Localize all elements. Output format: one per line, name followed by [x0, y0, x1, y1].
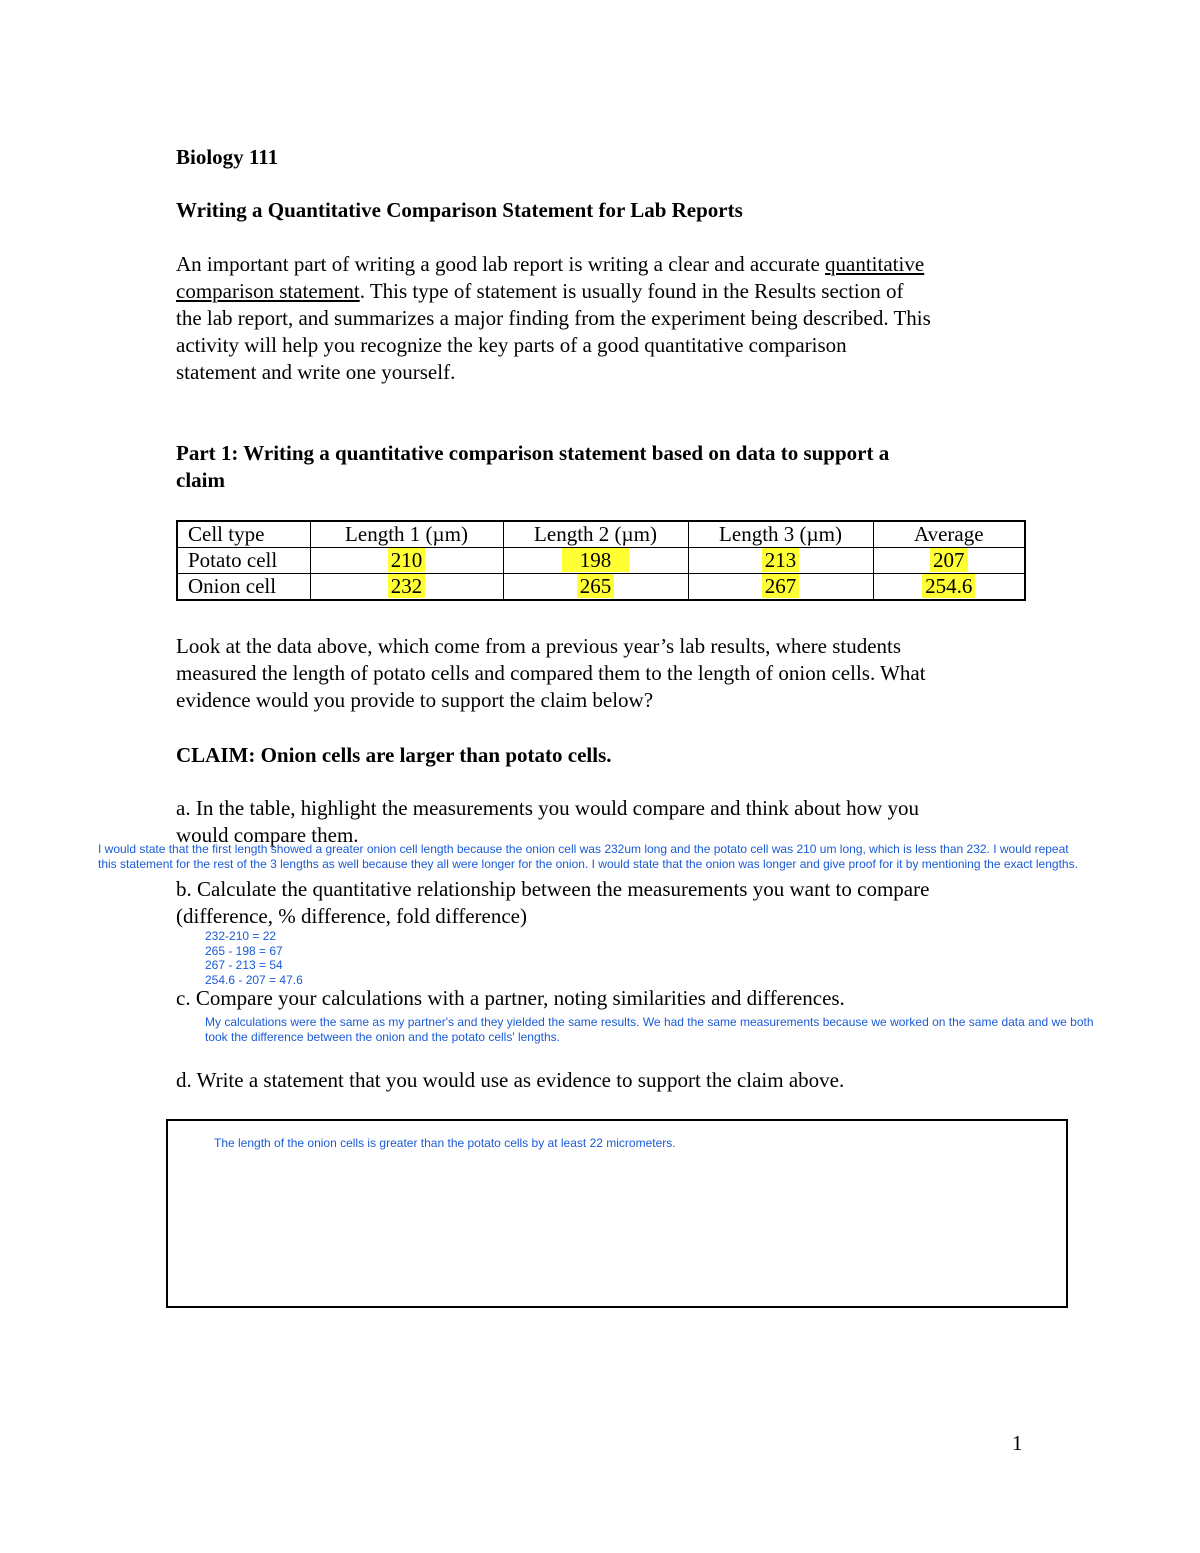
table-header-cell: Average	[873, 521, 1025, 548]
course-title: Biology 111	[176, 145, 279, 169]
part1-heading-line-1: Part 1: Writing a quantitative comparison statement based on data to support a	[176, 441, 890, 465]
intro-term-comparison: comparison statement	[176, 279, 360, 303]
intro-line-1: An important part of writing a good lab report is writing a clear and accurate	[176, 252, 826, 276]
claim-statement: CLAIM: Onion cells are larger than potato cells.	[176, 743, 612, 767]
item-a	[176, 795, 1056, 849]
intro-line-2: . This type of statement is usually found in the Results section of	[359, 279, 904, 303]
highlighted-value: 265	[577, 574, 615, 598]
table-header-cell: Length 2 (µm)	[503, 521, 688, 548]
answer-a-line-1: I would state that the first length showed a greater onion cell length because the onion cell was 232um long and the potato cell was 210 um long, which is less than 232. I would repeat	[98, 842, 1069, 856]
intro-paragraph	[176, 251, 1056, 386]
row-label-potato: Potato cell	[177, 548, 310, 574]
highlighted-value: 210	[388, 548, 426, 572]
document-title: Writing a Quantitative Comparison Statement for Lab Reports	[176, 198, 743, 222]
item-b	[176, 876, 1056, 930]
answer-box[interactable]	[166, 1119, 1068, 1308]
answer-a-line-2: this statement for the rest of the 3 lengths as well because they all were longer for the onion. I would state that the onion was longer and give proof for it by mentioning the exact lengths.	[98, 856, 1078, 871]
calculation-line: 267 - 213 = 54	[205, 958, 283, 972]
table-header-cell: Length 3 (µm)	[688, 521, 873, 548]
part1-heading	[176, 440, 1056, 494]
question-paragraph	[176, 633, 1056, 714]
intro-line-3: the lab report, and summarizes a major finding from the experiment being described. This	[176, 306, 931, 330]
item-a-line-2: would compare them.	[176, 823, 359, 847]
answer-d: The length of the onion cells is greater than the potato cells by at least 22 micrometers.	[214, 1136, 676, 1150]
item-b-line-1: b. Calculate the quantitative relationship between the measurements you want to compare	[176, 877, 930, 901]
table-row	[177, 574, 1025, 601]
item-b-line-2: (difference, % difference, fold difference)	[176, 904, 527, 928]
calculation-line: 232-210 = 22	[205, 929, 277, 943]
item-c: c. Compare your calculations with a partner, noting similarities and differences.	[176, 986, 845, 1010]
answer-a	[98, 842, 1198, 871]
page-number: 1	[1012, 1431, 1023, 1455]
table-header-cell: Length 1 (µm)	[310, 521, 503, 548]
question-line-3: evidence would you provide to support the claim below?	[176, 688, 654, 712]
highlighted-value: 213	[762, 548, 800, 572]
calculation-line: 254.6 - 207 = 47.6	[205, 972, 303, 987]
intro-line-5: statement and write one yourself.	[176, 360, 456, 384]
answer-b-calculations	[205, 929, 303, 987]
highlighted-value: 267	[762, 574, 800, 598]
item-a-line-1: a. In the table, highlight the measurements you would compare and think about how you	[176, 796, 919, 820]
highlighted-value: 254.6	[922, 574, 975, 598]
item-d: d. Write a statement that you would use as evidence to support the claim above.	[176, 1068, 845, 1092]
question-line-2: measured the length of potato cells and compared them to the length of onion cells. What	[176, 661, 926, 685]
highlighted-value: 198	[562, 548, 630, 572]
table-header-cell: Cell type	[177, 521, 310, 548]
answer-c-line-1: My calculations were the same as my partner's and they yielded the same results. We had the same measurements because we worked on the same data and we both	[205, 1015, 1094, 1029]
answer-c-line-2: took the difference between the onion and the potato cells' lengths.	[205, 1029, 560, 1044]
row-label-onion: Onion cell	[177, 574, 310, 601]
cell-length-table	[176, 520, 1026, 601]
calculation-line: 265 - 198 = 67	[205, 943, 283, 958]
highlighted-value: 207	[930, 548, 968, 572]
intro-term-quantitative: quantitative	[825, 252, 925, 276]
answer-c	[205, 1015, 1195, 1044]
part1-heading-line-2: claim	[176, 468, 225, 492]
intro-line-4: activity will help you recognize the key parts of a good quantitative comparison	[176, 333, 847, 357]
question-line-1: Look at the data above, which come from a previous year’s lab results, where students	[176, 634, 902, 658]
highlighted-value: 232	[388, 574, 426, 598]
table-row	[177, 548, 1025, 574]
table-header-row	[177, 521, 1025, 548]
